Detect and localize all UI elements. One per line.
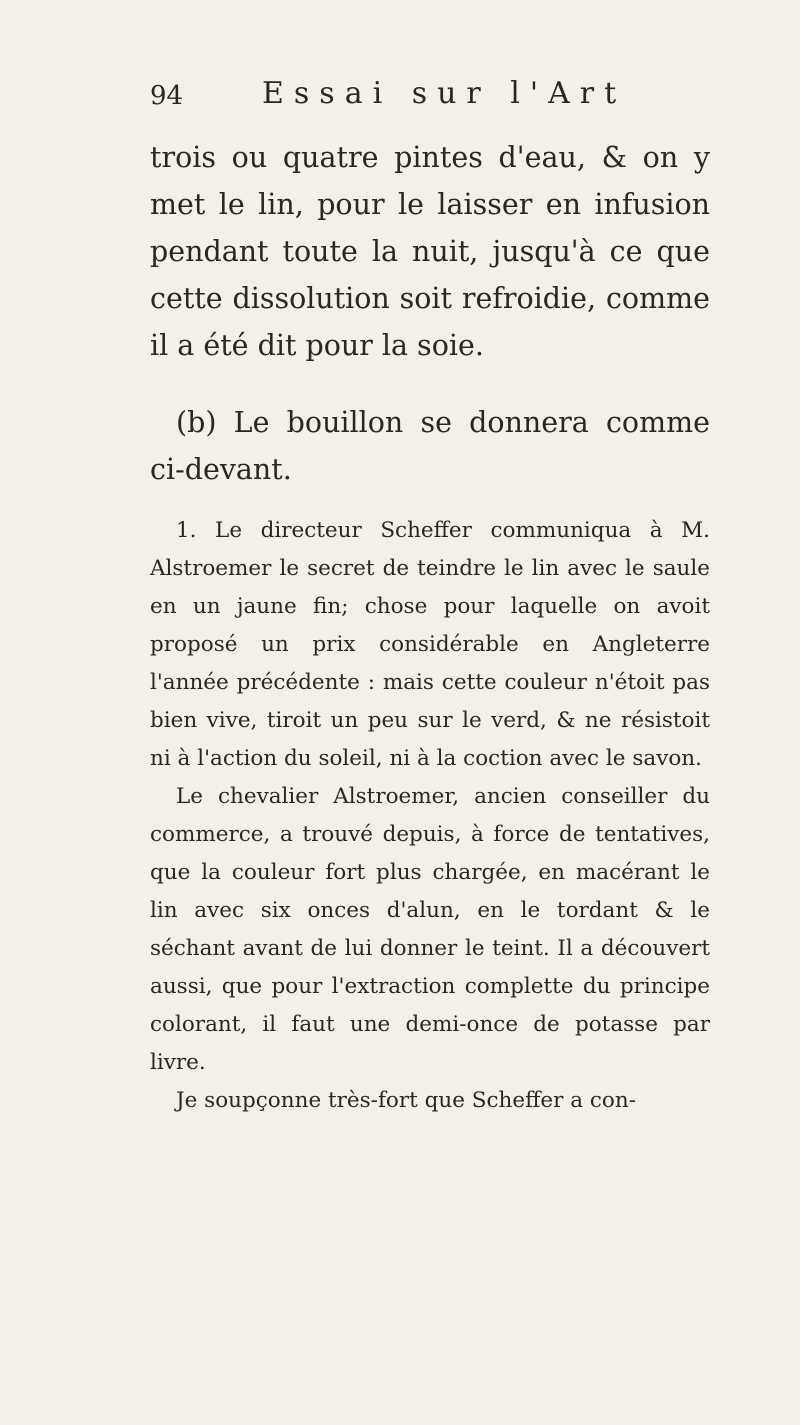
main-text-block — [150, 134, 710, 493]
annotation-text-block — [150, 512, 710, 1120]
note-paragraph: (b) Le bouillon se donnera comme ci-devant. — [150, 406, 710, 486]
running-title: Essai sur l'Art — [262, 76, 627, 111]
annotation-paragraph: Le chevalier Alstroemer, ancien conseiller du commerce, a trouvé depuis, à force de tentatives, que la couleur fort plus chargée, en macérant le lin avec six onces d'alun, en le tordant & le séchant avant de lui donner le teint. Il a découvert aussi, que pour l'extraction complette du principe colorant, il faut une demi-once de potasse par livre. — [150, 784, 710, 1075]
body-paragraph: trois ou quatre pintes d'eau, & on y met le lin, pour le laisser en infusion pendant toute la nuit, jusqu'à ce que cette dissolution soit refroidie, comme il a été dit pour la soie. — [150, 141, 710, 362]
running-head — [150, 72, 710, 116]
page-number: 94 — [150, 81, 184, 111]
annotation-paragraph: 1. Le directeur Scheffer communiqua à M. Alstroemer le secret de teindre le lin avec le saule en un jaune fin; chose pour laquelle on avoit proposé un prix considérable en Angleterre l'année précédente : mais cette couleur n'étoit pas bien vive, tiroit un peu sur le verd, & ne résistoit ni à l'action du soleil, ni à la coction avec le savon. — [150, 518, 710, 771]
annotation-paragraph: Je soupçonne très-fort que Scheffer a con- — [176, 1088, 636, 1113]
